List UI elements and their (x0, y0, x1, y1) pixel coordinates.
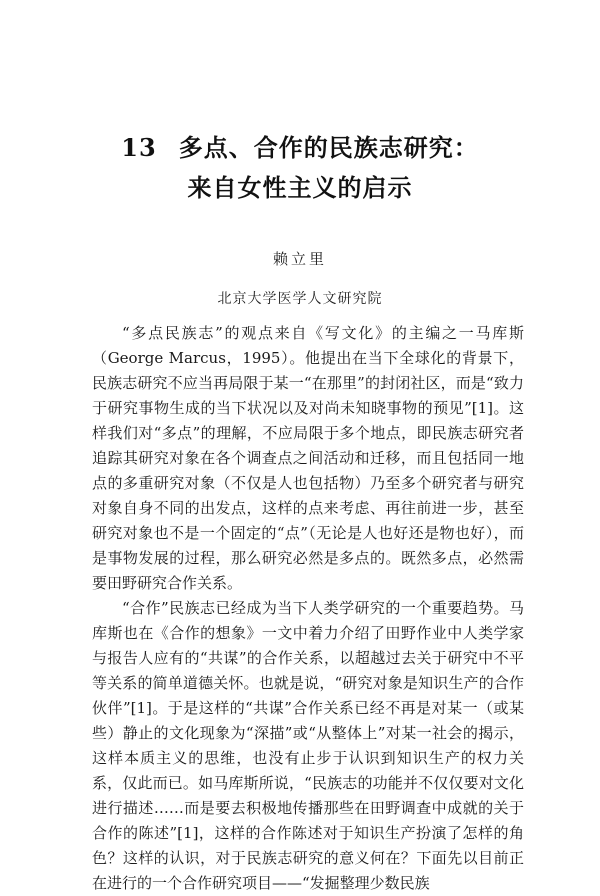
body-text (92, 321, 524, 896)
paragraph: “多点民族志”的观点来自《写文化》的主编之一马库斯（George Marcus，1995）。他提出在当下全球化的背景下，民族志研究不应当再局限于某一“在那里”的封闭社区，而是“致力于研究事物生成的当下状况以及对尚未知晓事物的预见”[1]。这样我们对“多点”的理解，不应局限于多个地点，即民族志研究者追踪其研究对象在各个调查点之间活动和迁移，而且包括同一地点的多重研究对象（不仅是人也包括物）乃至多个研究者与研究对象自身不同的出发点，这样的点来考虑、再往前进一步，甚至研究对象也不是一个固定的“点”（无论是人也好还是物也好），而是事物发展的过程，那么研究必然是多点的。既然多点，必然需要田野研究合作关系。 (92, 324, 524, 592)
chapter-title-text: 多点、合作的民族志研究： (178, 133, 479, 162)
author-name: 赖立里 (272, 250, 327, 268)
chapter-number: 13 (121, 133, 157, 162)
paragraph: “合作”民族志已经成为当下人类学研究的一个重要趋势。马库斯也在《合作的想象》一文中着力介绍了田野作业中人类学家与报告人应有的“共谋”的合作关系，以超越过去关于研究中不平等关系的简单道德关怀。也就是说，“研究对象是知识生产的合作伙伴”[1]。于是这样的“共谋”合作关系已经不再是对某一（或某些）静止的文化现象为“深描”或“从整体上”对某一社会的揭示，这样本质主义的思维，也没有止步于认识到知识生产的权力关系，仅此而已。如马库斯所说，“民族志的功能并不仅仅要对文化进行描述……而是要去积极地传播那些在田野调查中成就的关于合作的陈述”[1]，这样的合作陈述对于知识生产扮演了怎样的角色？这样的认识，对于民族志研究的意义何在？下面先以目前正在进行的一个合作研究项目——“发掘整理少数民族 (92, 599, 524, 892)
author-affiliation: 北京大学医学人文研究院 (217, 291, 383, 307)
chapter-title-line-1 (0, 128, 600, 163)
chapter-title-line-2: 来自女性主义的启示 (187, 173, 413, 202)
